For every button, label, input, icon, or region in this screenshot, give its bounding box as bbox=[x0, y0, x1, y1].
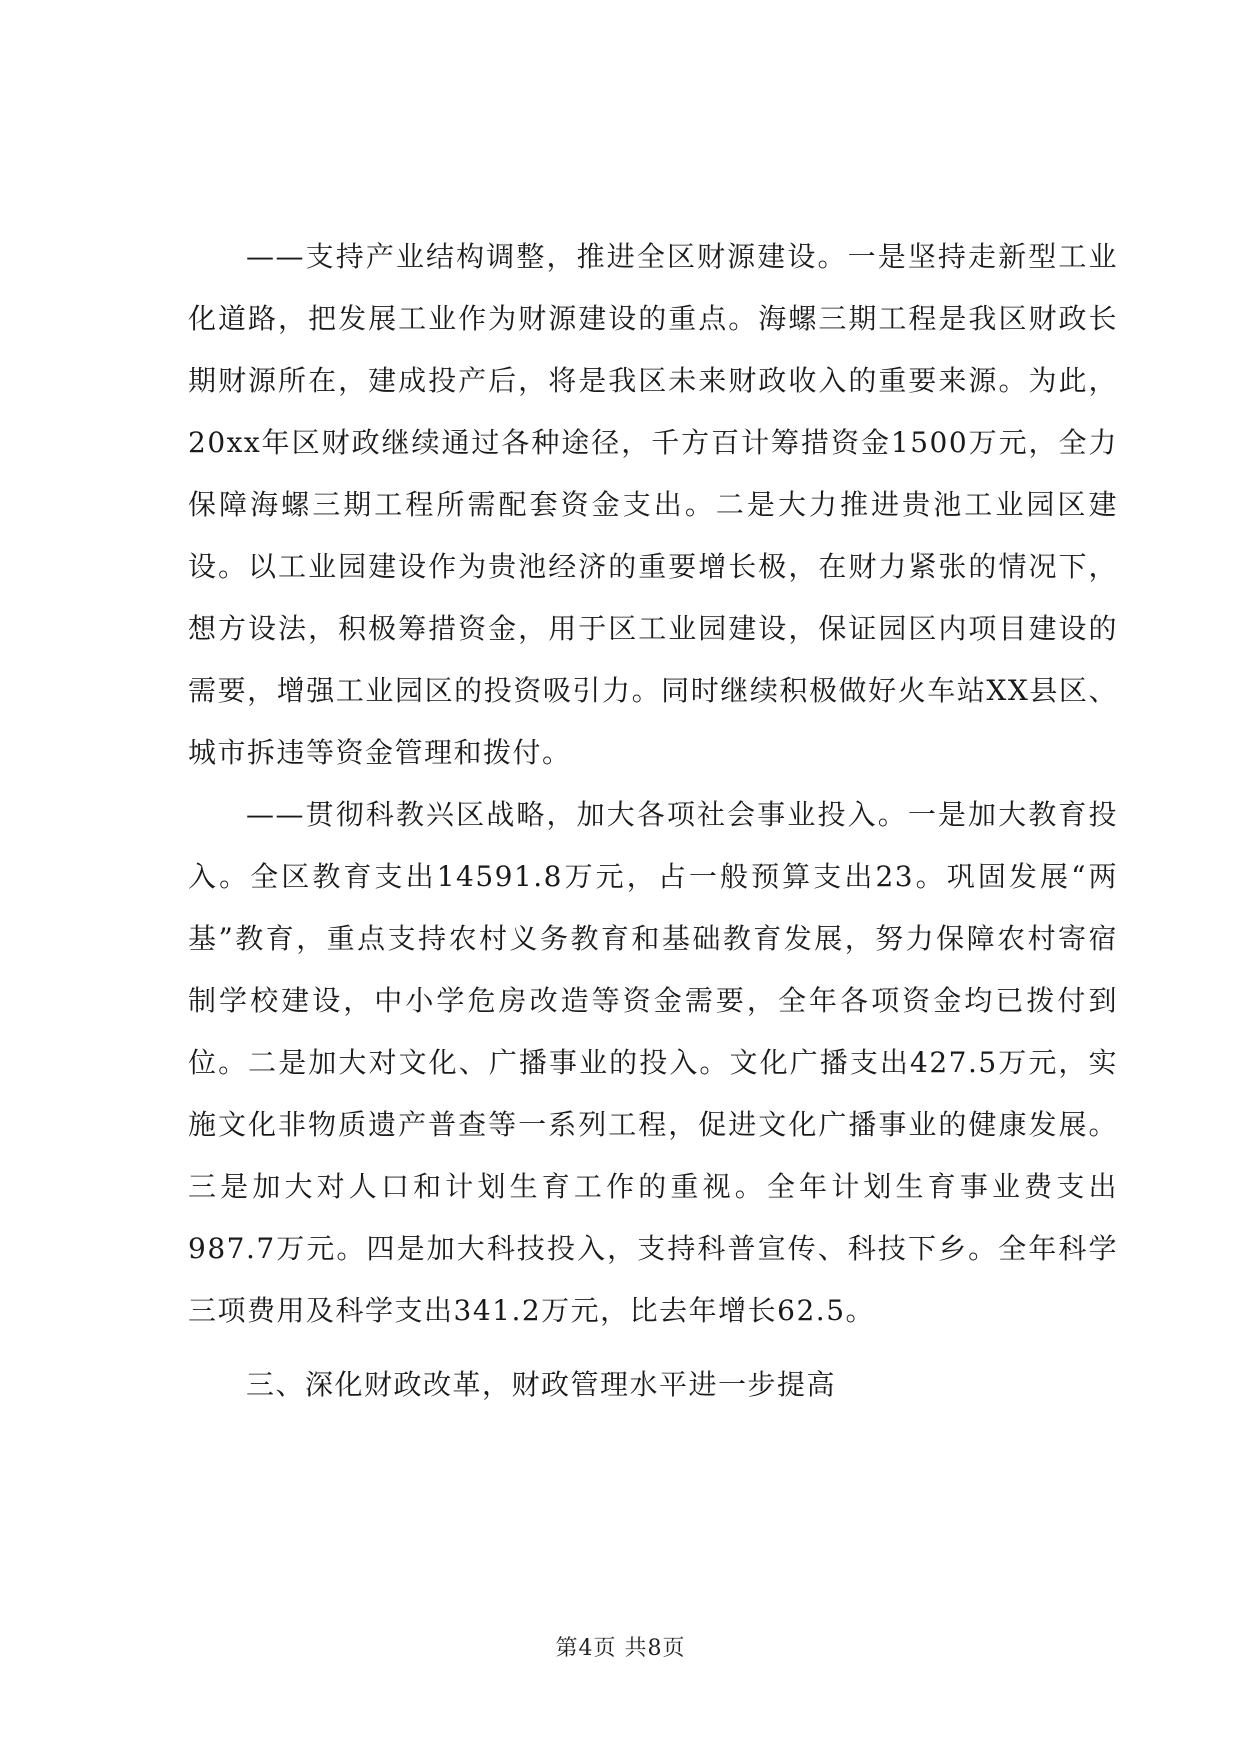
paragraph-science-education: ——贯彻科教兴区战略，加大各项社会事业投入。一是加大教育投入。全区教育支出14591.8万元，占一般预算支出23。巩固发展“两基”教育，重点支持农村义务教育和基础教育发展，努力保障农村寄宿制学校建设，中小学危房改造等资金需要，全年各项资金均已拨付到位。二是加大对文化、广播事业的投入。文化广播支出427.5万元，实施文化非物质遗产普查等一系列工程，促进文化广播事业的健康发展。三是加大对人口和计划生育工作的重视。全年计划生育事业费支出987.7万元。四是加大科技投入，支持科普宣传、科技下乡。全年科学三项费用及科学支出341.2万元，比去年增长62.5。 bbox=[188, 798, 1118, 1327]
page-footer: 第4页 共8页 bbox=[555, 1636, 686, 1661]
section-heading: 三、深化财政改革，财政管理水平进一步提高 bbox=[246, 1368, 837, 1401]
document-body bbox=[188, 226, 1118, 1416]
paragraph-industry-structure: ——支持产业结构调整，推进全区财源建设。一是坚持走新型工业化道路，把发展工业作为财源建设的重点。海螺三期工程是我区财政长期财源所在，建成投产后，将是我区未来财政收入的重要来源。为此，20xx年区财政继续通过各种途径，千方百计筹措资金1500万元，全力保障海螺三期工程所需配套资金支出。二是大力推进贵池工业园区建设。以工业园建设作为贵池经济的重要增长极，在财力紧张的情况下，想方设法，积极筹措资金，用于区工业园建设，保证园区内项目建设的需要，增强工业园区的投资吸引力。同时继续积极做好火车站XX县区、城市拆违等资金管理和拨付。 bbox=[188, 240, 1118, 769]
